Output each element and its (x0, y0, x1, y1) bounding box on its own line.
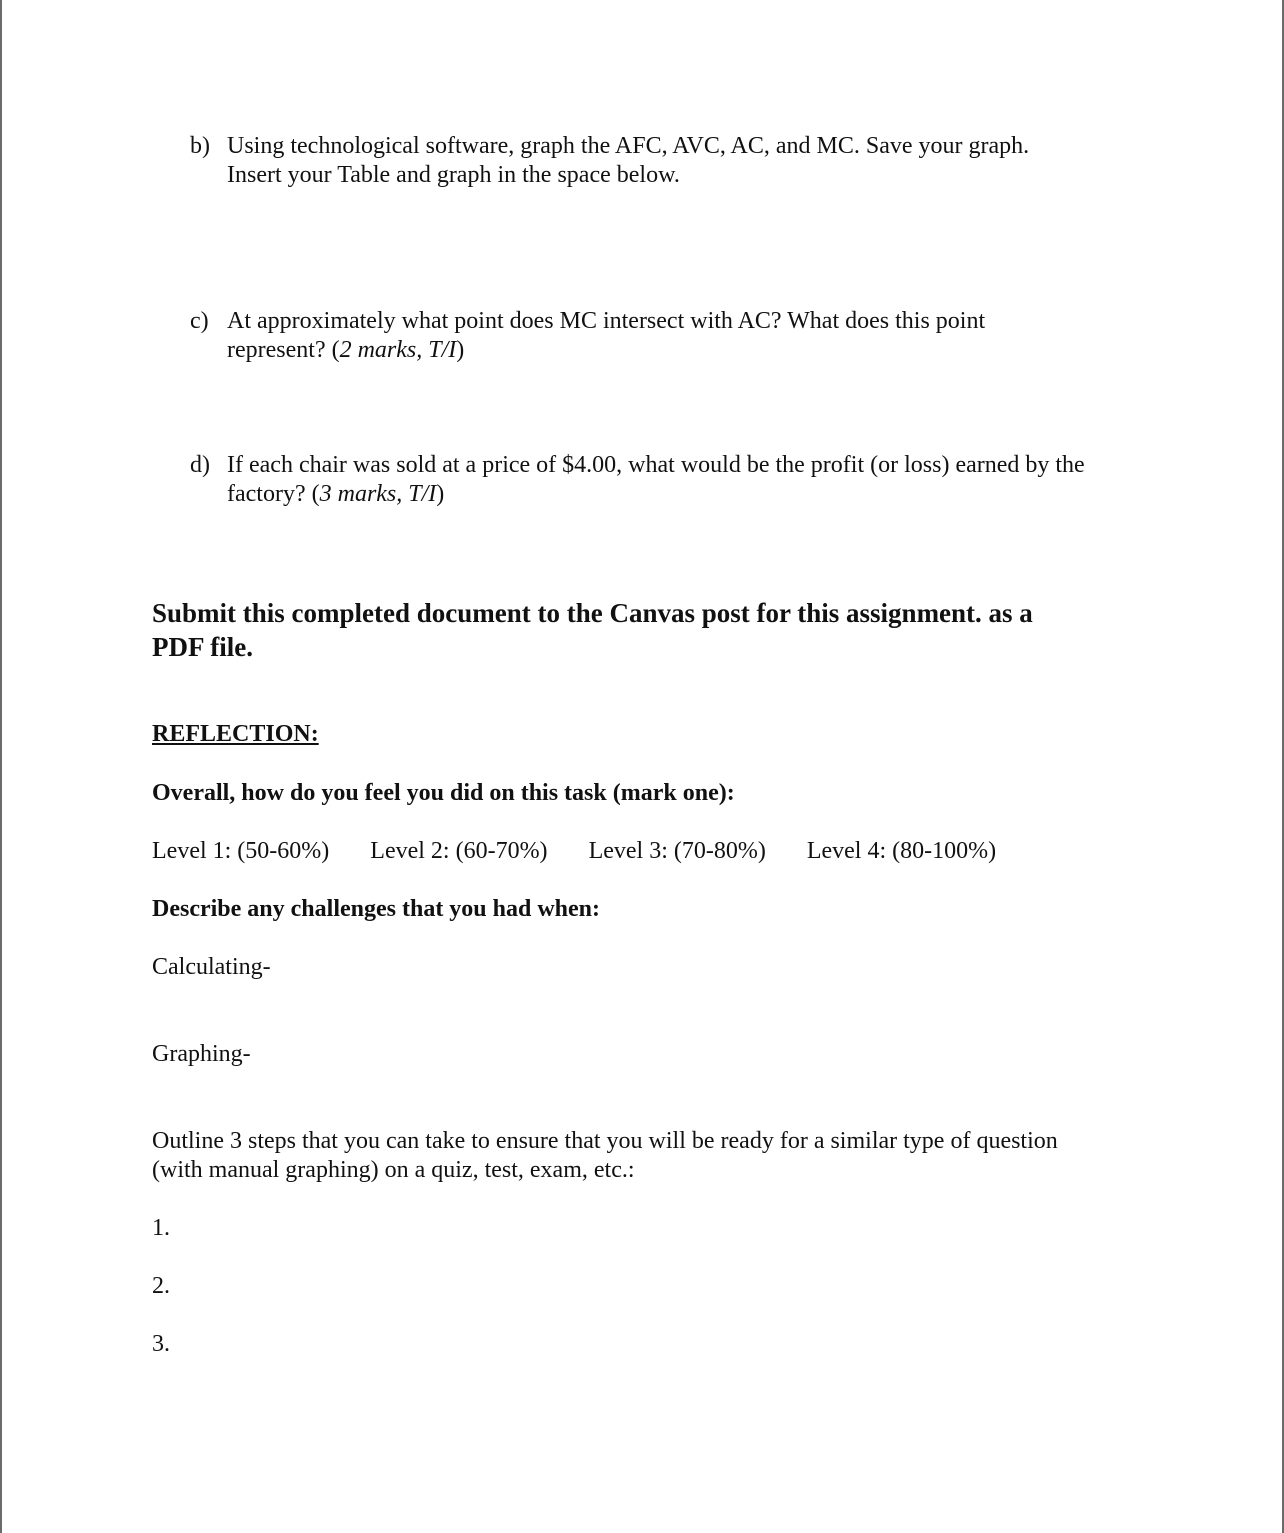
step-2-number: 2. (152, 1273, 170, 1299)
question-d-marks: 3 marks, T/I (319, 481, 437, 507)
question-b-text (227, 132, 1147, 190)
submit-instruction (152, 596, 1033, 664)
outline-line-2: (with manual graphing) on a quiz, test, exam, etc.: (152, 1157, 635, 1183)
question-b-label: b) (190, 133, 210, 159)
overall-question: Overall, how do you feel you did on this task (mark one): (152, 780, 735, 806)
question-c-line-2-end: ) (456, 337, 465, 363)
question-d-line-2-text: factory? ( (227, 481, 320, 507)
question-c-line-2-text: represent? ( (227, 337, 340, 363)
calculating-label: Calculating- (152, 954, 271, 980)
level-options (152, 837, 996, 866)
question-c-line-1: At approximately what point does MC intersect with AC? What does this point (227, 308, 986, 334)
submit-line-1: Submit this completed document to the Canvas post for this assignment. as a (152, 598, 1033, 628)
challenges-prompt: Describe any challenges that you had when: (152, 896, 601, 922)
step-1-number: 1. (152, 1215, 170, 1241)
question-d-line-2-end: ) (436, 481, 445, 507)
graphing-label: Graphing- (152, 1041, 251, 1067)
outline-line-1: Outline 3 steps that you can take to ensure that you will be ready for a similar type of question (152, 1128, 1058, 1154)
level-1-option[interactable]: Level 1: (50-60%) (152, 838, 330, 864)
submit-line-2: PDF file. (152, 632, 253, 662)
level-3-option[interactable]: Level 3: (70-80%) (588, 838, 766, 864)
step-3-number: 3. (152, 1331, 170, 1357)
level-4-option[interactable]: Level 4: (80-100%) (806, 838, 997, 864)
question-c-label: c) (190, 308, 209, 334)
question-b-line-1: Using technological software, graph the AFC, AVC, AC, and MC. Save your graph. (227, 133, 1030, 159)
question-c-text (227, 307, 1147, 365)
question-b-line-2: Insert your Table and graph in the space below. (227, 162, 680, 188)
question-d-label: d) (190, 452, 210, 478)
question-d-line-1: If each chair was sold at a price of $4.00, what would be the profit (or loss) earned by the (227, 452, 1085, 478)
reflection-heading: REFLECTION: (152, 721, 319, 747)
question-d-text (227, 451, 1147, 509)
question-c-line-2 (227, 336, 1147, 365)
level-2-option[interactable]: Level 2: (60-70%) (370, 838, 548, 864)
question-c-marks: 2 marks, T/I (339, 337, 457, 363)
outline-prompt (152, 1127, 1058, 1185)
question-d-line-2 (227, 480, 1147, 509)
